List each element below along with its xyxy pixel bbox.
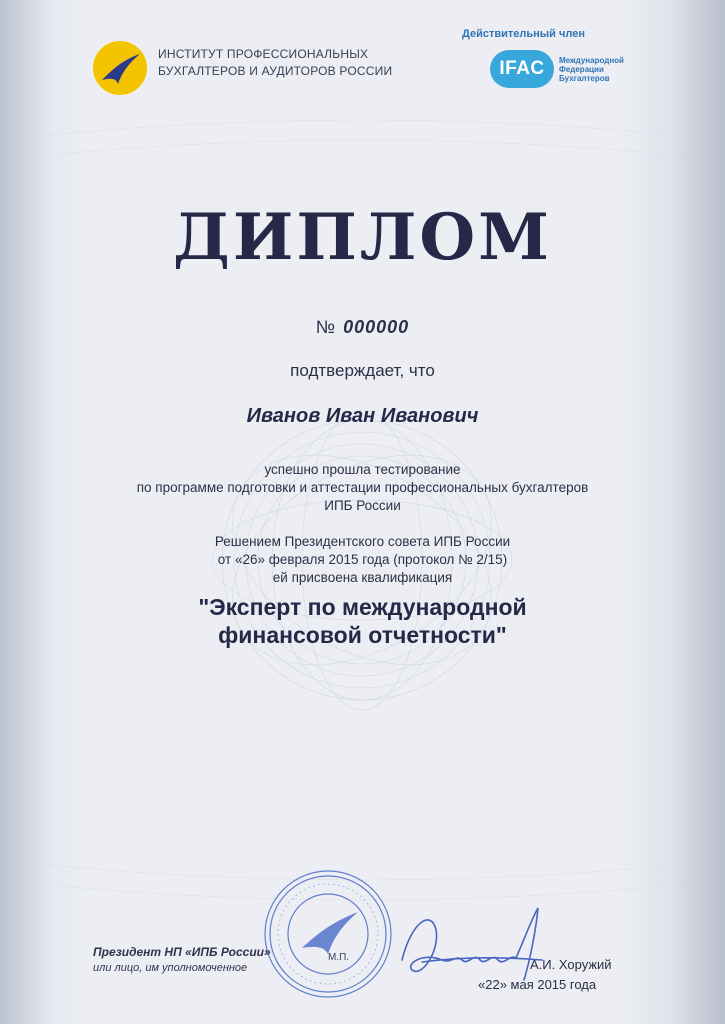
institute-name-line1: ИНСТИТУТ ПРОФЕССИОНАЛЬНЫХ xyxy=(158,47,369,61)
ifac-caption xyxy=(559,56,624,83)
testing-paragraph xyxy=(0,461,725,515)
signer-name: А.И. Хоружий xyxy=(530,957,612,972)
president-label: Президент НП «ИПБ России» xyxy=(93,945,271,959)
holder-name: Иванов Иван Иванович xyxy=(246,405,479,427)
number-sign: № xyxy=(315,317,336,337)
qualification-title xyxy=(0,593,725,649)
decision-paragraph xyxy=(0,533,725,587)
testing-line1: успешно прошла тестирование xyxy=(264,462,461,477)
ifac-caption-line2: Федерации xyxy=(559,65,604,74)
number-value: 000000 xyxy=(343,317,410,337)
diploma-title: ДИПЛОМ xyxy=(173,200,552,275)
ifac-caption-line3: Бухгалтеров xyxy=(559,74,610,83)
ifac-caption-line1: Международной xyxy=(559,56,624,65)
sign-date: «22» мая 2015 года xyxy=(478,977,597,992)
qualification-line1: "Эксперт по международной xyxy=(198,594,527,620)
seal-mark-label: М.П. xyxy=(328,952,350,963)
institute-name xyxy=(158,46,418,80)
decision-line1: Решением Президентского совета ИПБ России xyxy=(214,534,511,549)
testing-line3: ИПБ России xyxy=(324,498,401,513)
institute-name-line2: БУХГАЛТЕРОВ И АУДИТОРОВ РОССИИ xyxy=(158,64,393,78)
seal-stamp xyxy=(262,868,394,1000)
diploma-number xyxy=(0,317,725,338)
decision-line3: ей присвоена квалификация xyxy=(272,570,453,585)
testing-line2: по программе подготовки и аттестации профессиональных бухгалтеров xyxy=(136,480,589,495)
member-label: Действительный член xyxy=(462,28,585,40)
president-sub-label: или лицо, им уполномоченное xyxy=(93,962,248,974)
decision-line2: от «26» февраля 2015 года (протокол № 2/15) xyxy=(217,552,508,567)
ipb-logo-icon xyxy=(92,40,148,96)
confirms-text: подтверждает, что xyxy=(290,361,435,380)
ifac-logo: IFAC xyxy=(490,50,554,88)
qualification-line2: финансовой отчетности" xyxy=(218,622,507,648)
